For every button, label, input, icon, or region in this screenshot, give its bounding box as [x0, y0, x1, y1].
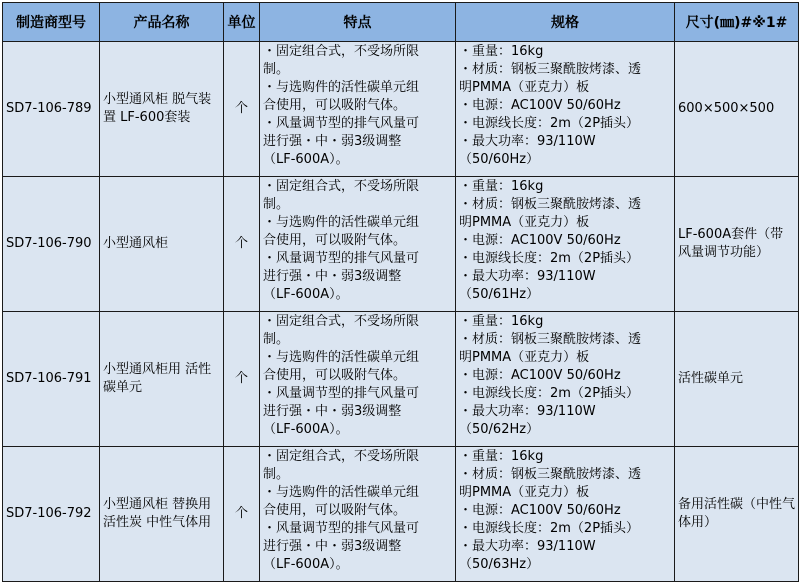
table-row	[3, 447, 799, 582]
feature-line: ・与选购件的活性碳单元组	[263, 350, 420, 365]
model-cell: SD7-106-791	[3, 312, 100, 447]
feature-line: 进行强・中・弱3级调整	[263, 134, 402, 149]
specs-cell	[456, 447, 675, 582]
model-cell: SD7-106-790	[3, 177, 100, 312]
feature-line: （LF-600A）。	[263, 557, 349, 572]
feature-line: （LF-600A）。	[263, 287, 349, 302]
feature-line: ・与选购件的活性碳单元组	[263, 80, 420, 95]
feature-line: ・风量调节型的排气风量可	[263, 386, 420, 401]
spec-line: ・电源：AC100V 50/60Hz	[459, 503, 621, 518]
spec-line: ・最大功率：93/110W	[459, 404, 596, 419]
spec-line: ・电源：AC100V 50/60Hz	[459, 98, 621, 113]
feature-line: 合使用，可以吸附气体。	[263, 368, 407, 383]
spec-line: 明PMMA（亚克力）板	[459, 485, 590, 500]
feature-line: ・风量调节型的排气风量可	[263, 521, 420, 536]
spec-line: ・电源：AC100V 50/60Hz	[459, 233, 621, 248]
specs-cell	[456, 42, 675, 177]
size-cell: LF-600A套件（带风量调节功能）	[675, 177, 799, 312]
table-row	[3, 42, 799, 177]
feature-line: 进行强・中・弱3级调整	[263, 404, 402, 419]
spec-line: ・材质：钢板三聚酰胺烤漆、透	[459, 332, 642, 347]
spec-line: ・重量：16kg	[459, 179, 544, 194]
spec-line: ・重量：16kg	[459, 314, 544, 329]
table-row	[3, 312, 799, 447]
feature-line: 制。	[263, 62, 290, 77]
size-cell: 备用活性碳（中性气体用）	[675, 447, 799, 582]
feature-line: 进行强・中・弱3级调整	[263, 539, 402, 554]
spec-line: ・最大功率：93/110W	[459, 269, 596, 284]
spec-line: 明PMMA（亚克力）板	[459, 80, 590, 95]
spec-line: ・电源线长度：2m（2P插头）	[459, 251, 640, 266]
unit-cell: 个	[224, 447, 260, 582]
unit-cell: 个	[224, 177, 260, 312]
feature-line: （LF-600A）。	[263, 422, 349, 437]
table-row	[3, 177, 799, 312]
spec-line: （50/63Hz）	[459, 557, 540, 572]
spec-line: ・重量：16kg	[459, 449, 544, 464]
header-row	[3, 3, 799, 42]
spec-line: （50/61Hz）	[459, 287, 540, 302]
spec-line: ・重量：16kg	[459, 44, 544, 59]
features-cell	[260, 42, 456, 177]
header-size: 尺寸(㎜)#※1#	[675, 3, 799, 42]
feature-line: ・风量调节型的排气风量可	[263, 251, 420, 266]
feature-line: ・与选购件的活性碳单元组	[263, 215, 420, 230]
feature-line: 合使用，可以吸附气体。	[263, 233, 407, 248]
spec-line: ・电源：AC100V 50/60Hz	[459, 368, 621, 383]
model-cell: SD7-106-792	[3, 447, 100, 582]
spec-line: 明PMMA（亚克力）板	[459, 215, 590, 230]
name-cell: 小型通风柜 脱气装置 LF-600套装	[100, 42, 224, 177]
feature-line: ・与选购件的活性碳单元组	[263, 485, 420, 500]
feature-line: ・固定组合式，不受场所限	[263, 449, 420, 464]
spec-line: ・最大功率：93/110W	[459, 134, 596, 149]
unit-cell: 个	[224, 42, 260, 177]
spec-line: （50/62Hz）	[459, 422, 540, 437]
specs-cell	[456, 312, 675, 447]
feature-line: 合使用，可以吸附气体。	[263, 98, 407, 113]
feature-line: 制。	[263, 332, 290, 347]
spec-line: ・最大功率：93/110W	[459, 539, 596, 554]
size-cell: 活性碳单元	[675, 312, 799, 447]
size-cell: 600×500×500	[675, 42, 799, 177]
model-cell: SD7-106-789	[3, 42, 100, 177]
product-table	[2, 2, 799, 582]
feature-line: ・风量调节型的排气风量可	[263, 116, 420, 131]
feature-line: ・固定组合式，不受场所限	[263, 314, 420, 329]
spec-line: ・材质：钢板三聚酰胺烤漆、透	[459, 197, 642, 212]
spec-line: （50/60Hz）	[459, 152, 540, 167]
feature-line: 制。	[263, 197, 290, 212]
header-name: 产品名称	[100, 3, 224, 42]
name-cell: 小型通风柜 替换用活性炭 中性气体用	[100, 447, 224, 582]
header-specs: 规格	[456, 3, 675, 42]
spec-line: 明PMMA（亚克力）板	[459, 350, 590, 365]
spec-line: ・材质：钢板三聚酰胺烤漆、透	[459, 62, 642, 77]
feature-line: 制。	[263, 467, 290, 482]
specs-cell	[456, 177, 675, 312]
features-cell	[260, 312, 456, 447]
unit-cell: 个	[224, 312, 260, 447]
features-cell	[260, 447, 456, 582]
feature-line: （LF-600A）。	[263, 152, 349, 167]
feature-line: ・固定组合式，不受场所限	[263, 179, 420, 194]
spec-line: ・电源线长度：2m（2P插头）	[459, 521, 640, 536]
spec-line: ・材质：钢板三聚酰胺烤漆、透	[459, 467, 642, 482]
header-model: 制造商型号	[3, 3, 100, 42]
name-cell: 小型通风柜	[100, 177, 224, 312]
header-features: 特点	[260, 3, 456, 42]
feature-line: ・固定组合式，不受场所限	[263, 44, 420, 59]
spec-line: ・电源线长度：2m（2P插头）	[459, 386, 640, 401]
features-cell	[260, 177, 456, 312]
spec-line: ・电源线长度：2m（2P插头）	[459, 116, 640, 131]
header-unit: 单位	[224, 3, 260, 42]
feature-line: 合使用，可以吸附气体。	[263, 503, 407, 518]
feature-line: 进行强・中・弱3级调整	[263, 269, 402, 284]
name-cell: 小型通风柜用 活性碳单元	[100, 312, 224, 447]
